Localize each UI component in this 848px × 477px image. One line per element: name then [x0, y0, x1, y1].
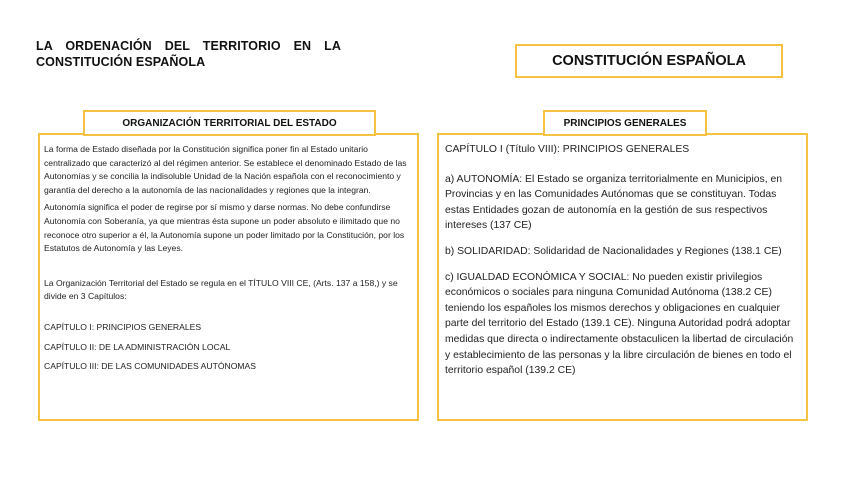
slide-title: LA ORDENACIÓN DEL TERRITORIO EN LA CONSTITUCIÓN ESPAÑOLA: [36, 39, 341, 69]
constitution-title-label: CONSTITUCIÓN ESPAÑOLA: [552, 53, 746, 69]
principle-solidarity: b) SOLIDARIDAD: Solidaridad de Nacionalidades y Regiones (138.1 CE): [445, 245, 782, 257]
panel-paragraph: La Organización Territorial del Estado se regula en el TÍTULO VIII CE, (Arts. 137 a 158,) y se divide en 3 Capítulos:: [44, 277, 398, 302]
constitution-title-box: [515, 44, 783, 78]
chapter-item: CAPÍTULO III: DE LAS COMUNIDADES AUTÓNOMAS: [44, 361, 257, 372]
territorial-organization-panel: [38, 133, 419, 421]
panel-paragraph: Autonomía significa el poder de regirse por sí mismo y darse normas. No debe confundirse Autonomía con Soberanía, ya que mientras ésta supone un poder absoluto e ilimitado que no reconoce otro superior a él, la Autonomía supone un poder limitado por la Constitución, por los Estatutos de Autonomía y las Leyes.: [44, 202, 405, 254]
general-principles-header-label: PRINCIPIOS GENERALES: [563, 117, 687, 129]
principle-autonomy: a) AUTONOMÍA: El Estado se organiza territorialmente en Municipios, en Provincias y en las Comunidades Autónomas que se constituyan. Todas estas Entidades gozan de autonomía en la gestión de sus respectivos intereses (137 CE): [445, 173, 783, 232]
general-principles-header: [543, 110, 707, 136]
territorial-organization-header: [83, 110, 376, 136]
territorial-organization-header-label: ORGANIZACIÓN TERRITORIAL DEL ESTADO: [122, 117, 337, 129]
chapter-item: CAPÍTULO I: PRINCIPIOS GENERALES: [44, 321, 202, 332]
principle-equality: c) IGUALDAD ECONÓMICA Y SOCIAL: No pueden existir privilegios económicos o sociales para ninguna Comunidad Autónoma (138.2 CE) teniendo los españoles los mismos derechos y obligaciones en cualquier parte del territorio del Estado (139.1 CE). Ninguna Autoridad podrá adoptar medidas que directa o indirectamente obstaculicen la libertad de circulación y establecimiento de las personas y la libre circulación de bienes en todo el territorio español (139.2 CE): [445, 271, 794, 377]
general-principles-panel: [437, 133, 808, 421]
panel-paragraph: CAPÍTULO I (Título VIII): PRINCIPIOS GENERALES: [445, 144, 690, 155]
panel-paragraph: La forma de Estado diseñada por la Constitución significa poner fin al Estado unitario centralizado que caracterizó al del régimen anterior. Se establece el denominado Estado de las Autonomías y se concilia la indisoluble Unidad de la Nación española con el reconocimiento y garantía del derecho a la autonomía de las nacionalidades y regiones que la integran.: [44, 144, 407, 195]
chapter-item: CAPÍTULO II: DE LA ADMINISTRACIÓN LOCAL: [44, 341, 231, 352]
